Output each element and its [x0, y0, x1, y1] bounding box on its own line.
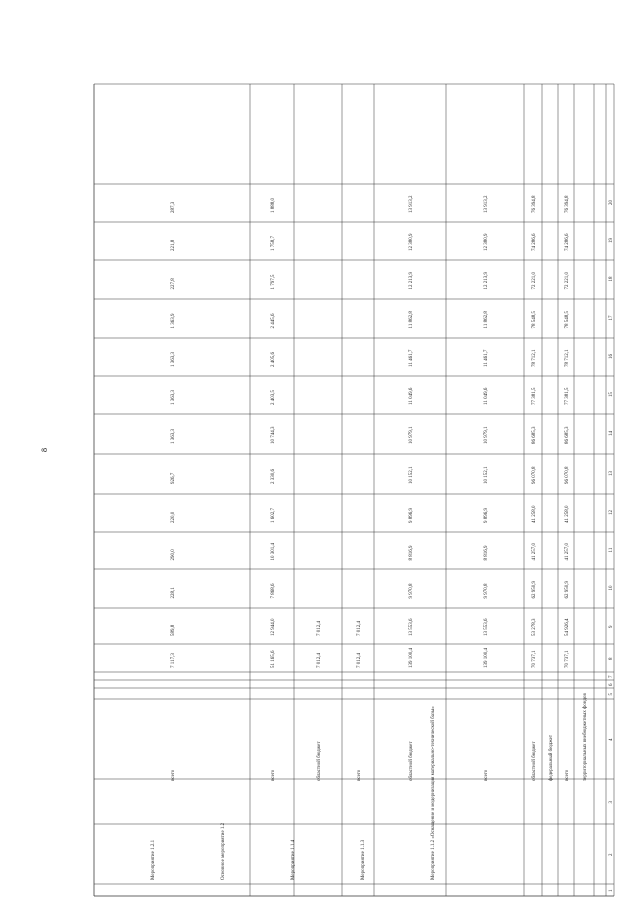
cell-r1-c17: 78 548,5 — [565, 311, 570, 329]
row-desc-4: всего — [484, 769, 489, 781]
col-number-9: 9 — [609, 625, 614, 628]
cell-r3-c10: 62 950,9 — [532, 581, 537, 599]
cell-r8-c13: 2 330,6 — [271, 469, 276, 484]
col-number-6: 6 — [609, 683, 614, 686]
cell-r1-c18: 72 221,0 — [565, 272, 570, 290]
cell-r9-c19: 221,8 — [171, 239, 176, 251]
cell-r9-c15: 1 363,3 — [171, 390, 176, 405]
cell-r1-c14: 86 685,3 — [565, 426, 570, 444]
cell-r4-c20: 13 913,2 — [484, 195, 489, 213]
cell-r3-c15: 77 381,5 — [532, 387, 537, 405]
row-desc-6: всего — [357, 769, 362, 781]
cell-r3-c8: 70 737,1 — [532, 650, 537, 668]
cell-r4-c14: 10 979,1 — [484, 426, 489, 444]
cell-r3-c9: 53 278,3 — [532, 618, 537, 636]
cell-r9-c12: 220,0 — [171, 511, 176, 523]
row-desc-2: федеральный бюджет — [549, 734, 554, 781]
row-label-1: Мероприятие 1.1.3 — [361, 839, 366, 880]
cell-r6-c9: 7 012,4 — [357, 621, 362, 636]
cell-r9-c16: 1 363,3 — [171, 352, 176, 367]
cell-r9-c20: 287,3 — [171, 201, 176, 213]
cell-r7-c9: 7 012,4 — [317, 621, 322, 636]
cell-r9-c18: 227,8 — [171, 278, 176, 290]
cell-r7-c8: 7 012,4 — [317, 653, 322, 668]
cell-r8-c18: 1 797,5 — [271, 274, 276, 290]
cell-r1-c12: 41 258,0 — [565, 505, 570, 523]
col-number-1: 1 — [609, 889, 614, 892]
row-desc-3: областной бюджет — [532, 741, 537, 781]
cell-r8-c10: 7 868,6 — [271, 583, 276, 599]
cell-r8-c15: 2 403,5 — [271, 390, 276, 405]
cell-r4-c13: 10 152,1 — [484, 466, 489, 484]
col-number-19: 19 — [609, 238, 614, 243]
cell-r5-c19: 12 380,9 — [409, 233, 414, 251]
cell-r5-c11: 8 816,9 — [409, 545, 414, 561]
cell-r5-c15: 11 049,6 — [409, 387, 414, 405]
cell-r8-c20: 1 888,0 — [271, 198, 276, 213]
table-grid — [88, 80, 640, 902]
cell-r5-c13: 10 152,1 — [409, 466, 414, 484]
cell-r4-c17: 11 862,8 — [484, 311, 489, 329]
cell-r8-c14: 10 744,3 — [271, 426, 276, 444]
cell-r5-c12: 9 896,9 — [409, 508, 414, 523]
cell-r4-c19: 12 380,9 — [484, 233, 489, 251]
cell-r8-c8: 51 165,6 — [271, 650, 276, 668]
cell-r4-c16: 11 461,7 — [484, 349, 489, 367]
cell-r8-c9: 12 944,0 — [271, 618, 276, 636]
cell-r1-c8: 70 737,1 — [565, 650, 570, 668]
col-number-2: 2 — [609, 853, 614, 856]
cell-r9-c8: 7 117,3 — [171, 653, 176, 668]
cell-r1-c20: 76 394,8 — [565, 195, 570, 213]
cell-r5-c17: 11 862,8 — [409, 311, 414, 329]
cell-r4-c15: 11 049,6 — [484, 387, 489, 405]
cell-r4-c9: 13 553,6 — [484, 618, 489, 636]
cell-r4-c18: 12 213,9 — [484, 272, 489, 290]
row-desc-7: областной бюджет — [317, 741, 322, 781]
cell-r5-c8: 139 100,4 — [409, 648, 414, 668]
rotated-table — [88, 80, 640, 902]
cell-r1-c15: 77 381,5 — [565, 387, 570, 405]
row-label-4: Мероприятие 1.2.1 — [151, 839, 156, 880]
cell-r1-c11: 41 257,0 — [565, 543, 570, 561]
cell-r9-c9: 589,8 — [171, 624, 176, 636]
col-number-17: 17 — [609, 315, 614, 321]
cell-r4-c10: 9 970,8 — [484, 583, 489, 599]
cell-r5-c14: 10 979,1 — [409, 426, 414, 444]
col-number-8: 8 — [609, 657, 614, 660]
cell-r5-c18: 12 213,9 — [409, 272, 414, 290]
cell-r8-c16: 2 405,6 — [271, 352, 276, 367]
row-label-3: Основное мероприятие 1.2 — [221, 822, 226, 880]
cell-r3-c13: 96 070,8 — [532, 466, 537, 484]
cell-r5-c16: 11 461,7 — [409, 349, 414, 367]
cell-r4-c11: 8 816,9 — [484, 545, 489, 561]
col-number-3: 3 — [609, 801, 614, 804]
cell-r1-c19: 74 286,6 — [565, 233, 570, 251]
col-number-14: 14 — [609, 431, 614, 436]
cell-r4-c12: 9 896,9 — [484, 508, 489, 523]
cell-r6-c8: 7 012,4 — [357, 653, 362, 668]
cell-r8-c12: 1 602,7 — [271, 508, 276, 523]
cell-r4-c8: 139 100,4 — [484, 648, 489, 668]
cell-r3-c16: 78 712,1 — [532, 349, 537, 367]
cell-r3-c19: 74 286,6 — [532, 233, 537, 251]
cell-r8-c19: 1 758,7 — [271, 236, 276, 251]
cell-r3-c18: 72 221,0 — [532, 272, 537, 290]
col-number-20: 20 — [609, 200, 614, 205]
col-number-10: 10 — [609, 585, 614, 591]
cell-r9-c17: 1 363,9 — [171, 313, 176, 329]
col-number-18: 18 — [609, 276, 614, 282]
col-number-16: 16 — [609, 354, 614, 359]
col-number-13: 13 — [609, 471, 614, 476]
cell-r1-c16: 78 712,1 — [565, 349, 570, 367]
row-desc-9: всего — [171, 769, 176, 781]
cell-r3-c11: 41 257,0 — [532, 543, 537, 561]
col-number-15: 15 — [609, 392, 614, 397]
row-label-2: Мероприятие 1.1.4 — [291, 839, 296, 880]
cell-r8-c17: 2 445,6 — [271, 313, 276, 329]
cell-r5-c9: 13 553,6 — [409, 618, 414, 636]
row-desc-0: территориальных внебюджетных фондов — [583, 693, 588, 781]
col-number-4: 4 — [609, 738, 614, 741]
col-number-11: 11 — [609, 547, 614, 553]
cell-r3-c17: 78 548,5 — [532, 311, 537, 329]
cell-r3-c20: 76 394,8 — [532, 195, 537, 213]
cell-r9-c13: 926,7 — [171, 472, 176, 484]
row-desc-5: областной бюджет — [409, 741, 414, 781]
row-desc-8: всего — [271, 769, 276, 781]
cell-r5-c10: 9 970,8 — [409, 583, 414, 599]
page-number: 8 — [40, 448, 49, 452]
cell-r8-c11: 10 301,4 — [271, 543, 276, 561]
cell-r1-c13: 96 070,8 — [565, 466, 570, 484]
col-number-12: 12 — [609, 510, 614, 515]
cell-r1-c10: 62 950,9 — [565, 581, 570, 599]
col-number-7: 7 — [609, 675, 614, 678]
row-label-0: Мероприятие 1.1.2 «Оснащение и модернизация материально-технической базы» — [431, 706, 436, 880]
cell-r1-c9: 54 926,4 — [565, 618, 570, 636]
cell-r9-c10: 228,1 — [171, 587, 176, 599]
cell-r3-c12: 41 258,0 — [532, 505, 537, 523]
cell-r9-c11: 290,0 — [171, 549, 176, 561]
cell-r3-c14: 86 685,3 — [532, 426, 537, 444]
cell-r5-c20: 13 913,2 — [409, 195, 414, 213]
cell-r9-c14: 1 363,3 — [171, 429, 176, 444]
row-desc-1: всего — [565, 769, 570, 781]
col-number-5: 5 — [609, 693, 614, 696]
